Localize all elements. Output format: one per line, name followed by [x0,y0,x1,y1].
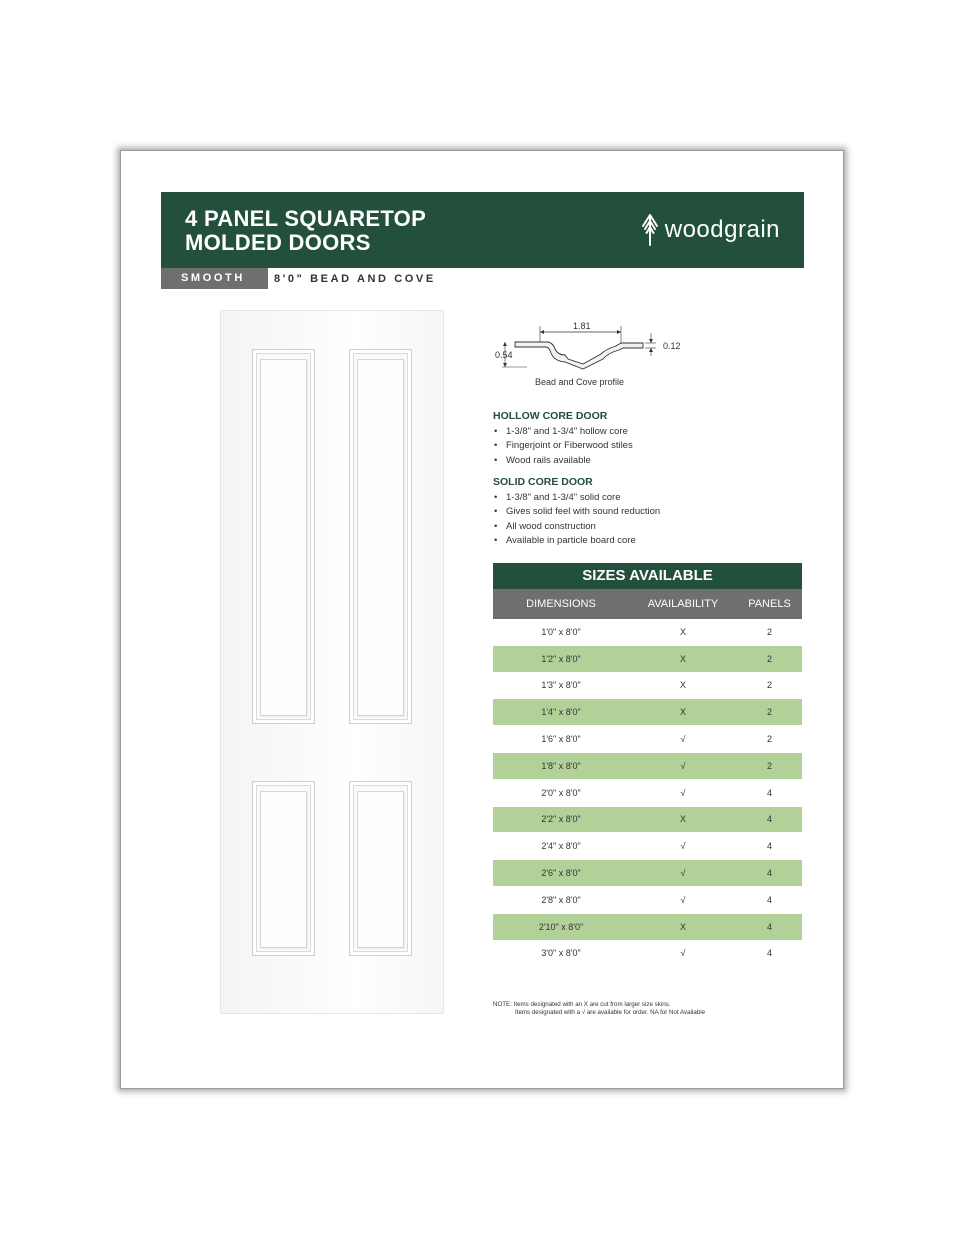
table-row [493,753,802,780]
cell-panels: 2 [766,707,772,718]
cell-availability: √ [680,868,686,879]
table-row [493,807,802,834]
cell-availability: X [679,921,686,932]
door-image [220,310,444,1014]
cell-dimension: 2'10" x 8'0" [538,921,584,932]
profile-thickness-label: 0.12 [663,341,681,351]
column-header-availability: AVAILABILITY [647,598,719,610]
list-item: • 1-3/8" and 1-3/4" hollow core [493,425,633,439]
list-item: • Gives solid feel with sound reduction [493,505,660,519]
cell-availability: √ [680,841,686,852]
hollow-core-title: HOLLOW CORE DOOR [493,410,608,422]
door-panel-top-right [349,349,412,724]
cell-dimension: 1'6" x 8'0" [541,734,581,745]
footnote-line-2: Items designated with a √ are available for order. NA for Not Available [515,1009,706,1016]
cell-panels: 4 [766,894,772,905]
cell-dimension: 2'4" x 8'0" [541,841,581,852]
table-row [493,914,802,941]
list-item: • Wood rails available [493,454,633,468]
profile-height-label: 0.54 [495,350,513,360]
logo-wordmark: woodgrain [664,216,780,243]
column-header-panels: PANELS [748,598,791,610]
cell-availability: √ [680,760,686,771]
profile-width-label: 1.81 [573,321,591,331]
cell-panels: 4 [766,787,772,798]
cell-availability: √ [680,948,686,959]
solid-core-section [493,476,660,548]
sizes-table [493,563,802,967]
cell-dimension: 2'8" x 8'0" [541,894,581,905]
cell-dimension: 1'2" x 8'0" [541,653,581,664]
profile-caption: Bead and Cove profile [535,377,625,387]
cell-dimension: 1'0" x 8'0" [541,626,581,637]
cell-panels: 2 [766,680,772,691]
table-row [493,941,802,968]
table-row [493,699,802,726]
cell-panels: 4 [766,921,772,932]
cell-dimension: 1'8" x 8'0" [541,760,581,771]
cell-availability: √ [680,734,686,745]
cell-dimension: 3'0" x 8'0" [541,948,581,959]
list-item: • All wood construction [493,520,660,534]
sizes-body [493,619,802,967]
cell-panels: 2 [766,626,772,637]
footnote-line-1: NOTE: Items designated with an X are cut from larger size skins. [493,1001,671,1008]
tree-logo-icon [641,214,659,246]
cell-panels: 4 [766,841,772,852]
cell-availability: X [679,680,686,691]
cell-dimension: 1'3" x 8'0" [541,680,581,691]
cell-panels: 2 [766,760,772,771]
list-item: • 1-3/8" and 1-3/4" solid core [493,491,660,505]
solid-core-list [493,491,660,548]
door-panel-bottom-right [349,781,412,956]
table-row [493,673,802,700]
solid-core-title: SOLID CORE DOOR [493,476,593,488]
height-tag: 8'0" BEAD AND COVE [274,272,436,285]
page-title: 4 PANEL SQUARETOP MOLDED DOORS [185,206,427,255]
table-row [493,726,802,753]
cell-dimension: 1'4" x 8'0" [541,707,581,718]
table-row [493,619,802,646]
cell-availability: X [679,626,686,637]
cell-availability: X [679,814,686,825]
cell-panels: 2 [766,653,772,664]
footnote [493,1001,705,1017]
cell-panels: 2 [766,734,772,745]
table-row [493,646,802,673]
cell-panels: 4 [766,814,772,825]
hollow-core-list [493,425,633,468]
cell-panels: 4 [766,948,772,959]
cell-panels: 4 [766,868,772,879]
table-row [493,833,802,860]
cell-dimension: 2'6" x 8'0" [541,868,581,879]
column-header-dimensions: DIMENSIONS [526,598,596,610]
list-item: • Fingerjoint or Fiberwood stiles [493,439,633,453]
list-item: • Available in particle board core [493,534,660,548]
door-panel-top-left [252,349,315,724]
door-panel-bottom-left [252,781,315,956]
table-row [493,887,802,914]
subtitle-bar [161,268,436,289]
brand-logo [641,212,780,248]
finish-tag: SMOOTH [161,268,268,289]
cell-availability: X [679,707,686,718]
header-banner [161,192,804,268]
sizes-title: SIZES AVAILABLE [493,563,802,589]
cell-dimension: 2'0" x 8'0" [541,787,581,798]
hollow-core-section [493,410,633,468]
spec-sheet [121,151,843,1088]
cell-availability: X [679,653,686,664]
cell-availability: √ [680,894,686,905]
table-row [493,780,802,807]
cell-availability: √ [680,787,686,798]
sizes-header-row [493,589,802,619]
table-row [493,860,802,887]
cell-dimension: 2'2" x 8'0" [541,814,581,825]
